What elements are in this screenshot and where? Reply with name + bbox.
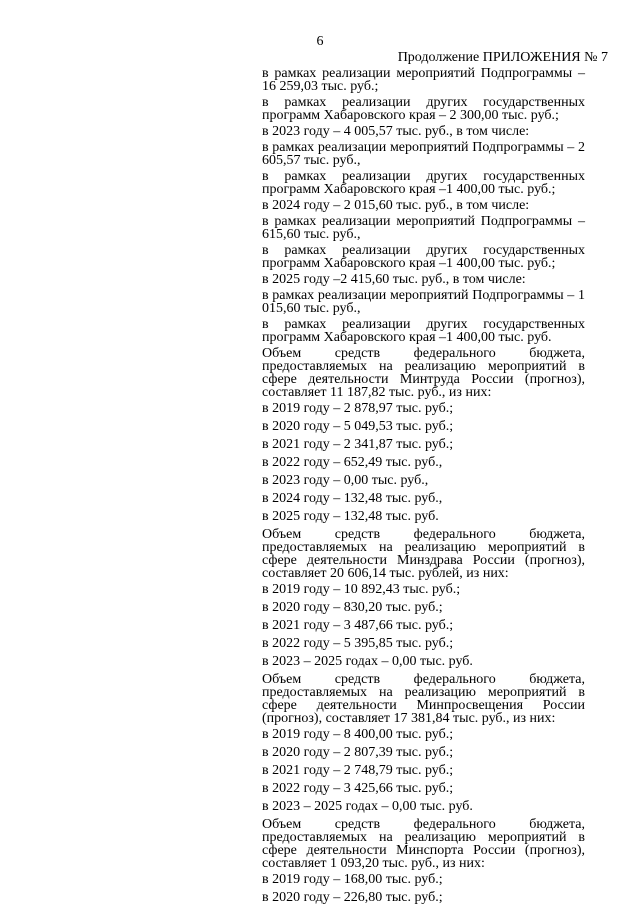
paragraph: в рамках реализации мероприятий Подпрограммы – 615,60 тыс. руб., — [262, 214, 585, 242]
minsport-intro: Объем средств федерального бюджета, предоставляемых на реализацию мероприятий в сфере деятельности Минспорта России (прогноз), составляет 1 093,20 тыс. руб., из них: — [262, 817, 585, 871]
minprosv-year-line: в 2021 году – 2 748,79 тыс. руб.; — [262, 763, 454, 778]
paragraph: в рамках реализации мероприятий Подпрограммы – 1 015,60 тыс. руб., — [262, 288, 585, 316]
paragraph: в рамках реализации мероприятий Подпрограммы – 2 605,57 тыс. руб., — [262, 140, 585, 168]
paragraph: в рамках реализации мероприятий Подпрограммы – 16 259,03 тыс. руб.; — [262, 66, 585, 94]
paragraph: в 2024 году – 2 015,60 тыс. руб., в том числе: — [262, 198, 530, 213]
paragraph: в 2023 году – 4 005,57 тыс. руб., в том числе: — [262, 124, 530, 139]
mintrud-year-line: в 2022 году – 652,49 тыс. руб., — [262, 455, 443, 470]
minsport-year-line: в 2019 году – 168,00 тыс. руб.; — [262, 872, 443, 887]
mintrud-year-line: в 2024 году – 132,48 тыс. руб., — [262, 491, 443, 506]
mintrud-year-line: в 2023 году – 0,00 тыс. руб., — [262, 473, 429, 488]
paragraph: в рамках реализации других государственных программ Хабаровского края –1 400,00 тыс. руб.; — [262, 169, 585, 197]
mintrud-year-line: в 2021 году – 2 341,87 тыс. руб.; — [262, 437, 454, 452]
page-number: 6 — [316, 34, 324, 49]
minzdrav-intro: Объем средств федерального бюджета, предоставляемых на реализацию мероприятий в сфере деятельности Минздрава России (прогноз), составляет 20 606,14 тыс. рублей, из них: — [262, 527, 585, 581]
minprosv-year-line: в 2020 году – 2 807,39 тыс. руб.; — [262, 745, 454, 760]
paragraph: в рамках реализации других государственных программ Хабаровского края –1 400,00 тыс. руб. — [262, 317, 585, 345]
mintrud-intro: Объем средств федерального бюджета, предоставляемых на реализацию мероприятий в сфере деятельности Минтруда России (прогноз), составляет 11 187,82 тыс. руб., из них: — [262, 346, 585, 400]
document-body — [262, 67, 585, 909]
minzdrav-year-line: в 2023 – 2025 годах – 0,00 тыс. руб. — [262, 654, 473, 669]
minzdrav-year-line: в 2019 году – 10 892,43 тыс. руб.; — [262, 582, 461, 597]
minsport-year-line: в 2020 году – 226,80 тыс. руб.; — [262, 890, 443, 905]
minzdrav-year-line: в 2022 году – 5 395,85 тыс. руб.; — [262, 636, 454, 651]
appendix-label: Продолжение ПРИЛОЖЕНИЯ № 7 — [397, 50, 608, 65]
minprosv-intro: Объем средств федерального бюджета, предоставляемых на реализацию мероприятий в сфере деятельности Минпросвещения России (прогноз), составляет 17 381,84 тыс. руб., из них: — [262, 672, 585, 726]
minzdrav-year-line: в 2020 году – 830,20 тыс. руб.; — [262, 600, 443, 615]
mintrud-year-line: в 2020 году – 5 049,53 тыс. руб.; — [262, 419, 454, 434]
paragraph: в 2025 году –2 415,60 тыс. руб., в том числе: — [262, 272, 526, 287]
mintrud-year-line: в 2025 году – 132,48 тыс. руб. — [262, 509, 439, 524]
minprosv-year-line: в 2023 – 2025 годах – 0,00 тыс. руб. — [262, 799, 473, 814]
minzdrav-year-line: в 2021 году – 3 487,66 тыс. руб.; — [262, 618, 454, 633]
paragraph: в рамках реализации других государственных программ Хабаровского края –1 400,00 тыс. руб.; — [262, 243, 585, 271]
minprosv-year-line: в 2022 году – 3 425,66 тыс. руб.; — [262, 781, 454, 796]
minprosv-year-line: в 2019 году – 8 400,00 тыс. руб.; — [262, 727, 454, 742]
mintrud-year-line: в 2019 году – 2 878,97 тыс. руб.; — [262, 401, 454, 416]
paragraph: в рамках реализации других государственных программ Хабаровского края – 2 300,00 тыс. руб.; — [262, 95, 585, 123]
